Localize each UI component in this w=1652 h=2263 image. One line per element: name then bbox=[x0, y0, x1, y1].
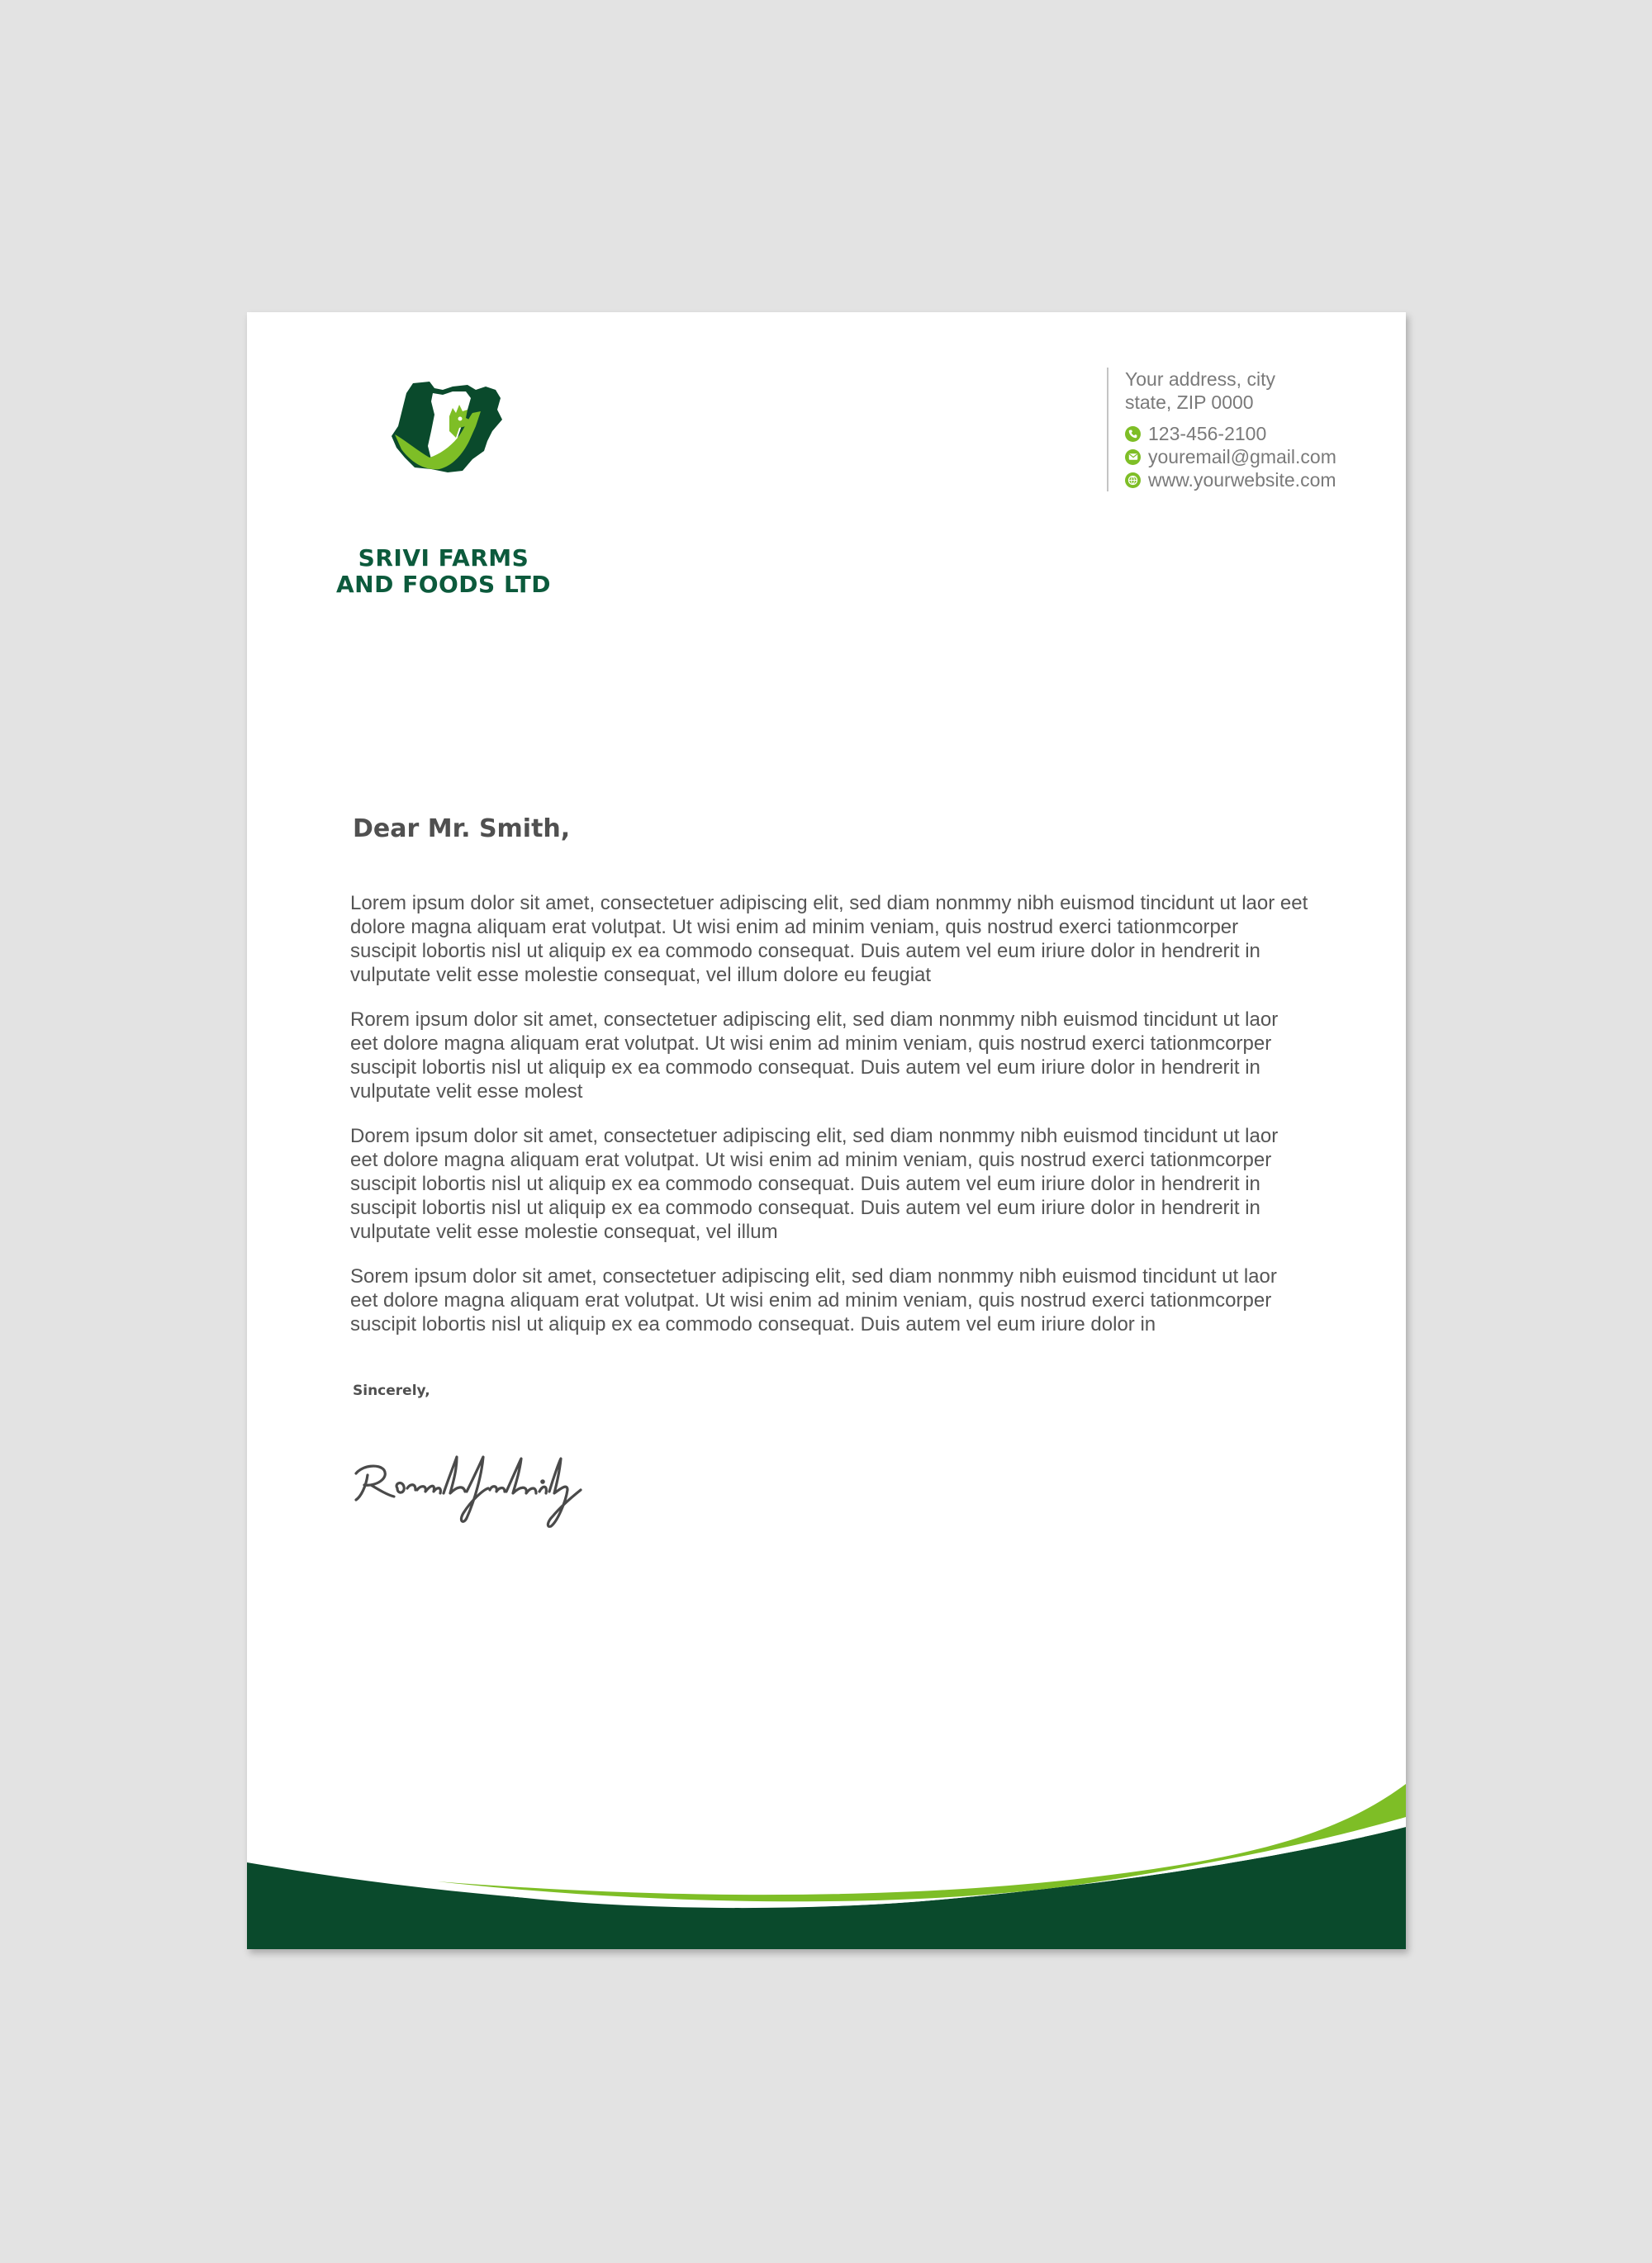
globe-icon bbox=[1125, 472, 1141, 488]
closing: Sincerely, bbox=[353, 1383, 430, 1399]
email-text[interactable]: youremail@gmail.com bbox=[1148, 446, 1336, 467]
letterhead-page bbox=[247, 312, 1406, 1949]
salutation: Dear Mr. Smith, bbox=[353, 814, 571, 843]
company-name bbox=[320, 545, 567, 598]
address-line1: Your address, city bbox=[1125, 368, 1275, 390]
address bbox=[1125, 368, 1336, 414]
paragraph-1: Lorem ipsum dolor sit amet, consectetuer adipiscing elit, sed diam nonmmy nibh euismod tincidunt ut laor eet dolore magna aliquam erat volutpat. Ut wisi enim ad minim veniam, quis nostrud exerci tationmcorper suscipit lobortis nisl ut aliquip ex ea commodo consequat. Duis autem vel eum iriure dolor in hendrerit in vulputate velit esse molestie consequat, vel illum dolore eu feugiat bbox=[350, 892, 1308, 986]
email-row bbox=[1125, 445, 1336, 468]
letter-body bbox=[350, 891, 1308, 1357]
contact-block bbox=[1107, 368, 1336, 491]
paragraph-4: Sorem ipsum dolor sit amet, consectetuer adipiscing elit, sed diam nonmmy nibh euismod tincidunt ut laor eet dolore magna aliquam erat volutpat. Ut wisi enim ad minim veniam, quis nostrud exerci tationmcorper suscipit lobortis nisl ut aliquip ex ea commodo consequat. Duis autem vel eum iriure dolor in bbox=[350, 1265, 1277, 1336]
website-row bbox=[1125, 468, 1336, 491]
company-name-line2: AND FOODS LTD bbox=[335, 571, 552, 598]
phone-icon bbox=[1125, 426, 1141, 442]
phone-row bbox=[1125, 422, 1336, 445]
paragraph-3: Dorem ipsum dolor sit amet, consectetuer adipiscing elit, sed diam nonmmy nibh euismod tincidunt ut laor eet dolore magna aliquam erat volutpat. Ut wisi enim ad minim veniam, quis nostrud exerci tationmcorper suscipit lobortis nisl ut aliquip ex ea commodo consequat. Duis autem vel eum iriure dolor in hendrerit in suscipit lobortis nisl ut aliquip ex ea commodo consequat. Duis autem vel eum iriure dolor in hendrerit in vulputate velit esse molestie consequat, vel illum bbox=[350, 1125, 1279, 1243]
email-icon bbox=[1125, 449, 1141, 465]
footer-wave-decoration bbox=[247, 1784, 1406, 1949]
phone-text[interactable]: 123-456-2100 bbox=[1148, 423, 1267, 444]
address-line2: state, ZIP 0000 bbox=[1125, 391, 1254, 413]
handwritten-signature bbox=[351, 1442, 615, 1533]
website-text[interactable]: www.yourwebsite.com bbox=[1148, 469, 1336, 491]
company-name-line1: SRIVI FARMS bbox=[358, 544, 529, 572]
paragraph-2: Rorem ipsum dolor sit amet, consectetuer adipiscing elit, sed diam nonmmy nibh euismod tincidunt ut laor eet dolore magna aliquam erat volutpat. Ut wisi enim ad minim veniam, quis nostrud exerci tationmcorper suscipit lobortis nisl ut aliquip ex ea commodo consequat. Duis autem vel eum iriure dolor in hendrerit in vulputate velit esse molest bbox=[350, 1008, 1279, 1103]
nigeria-map-logo-icon bbox=[390, 380, 506, 477]
